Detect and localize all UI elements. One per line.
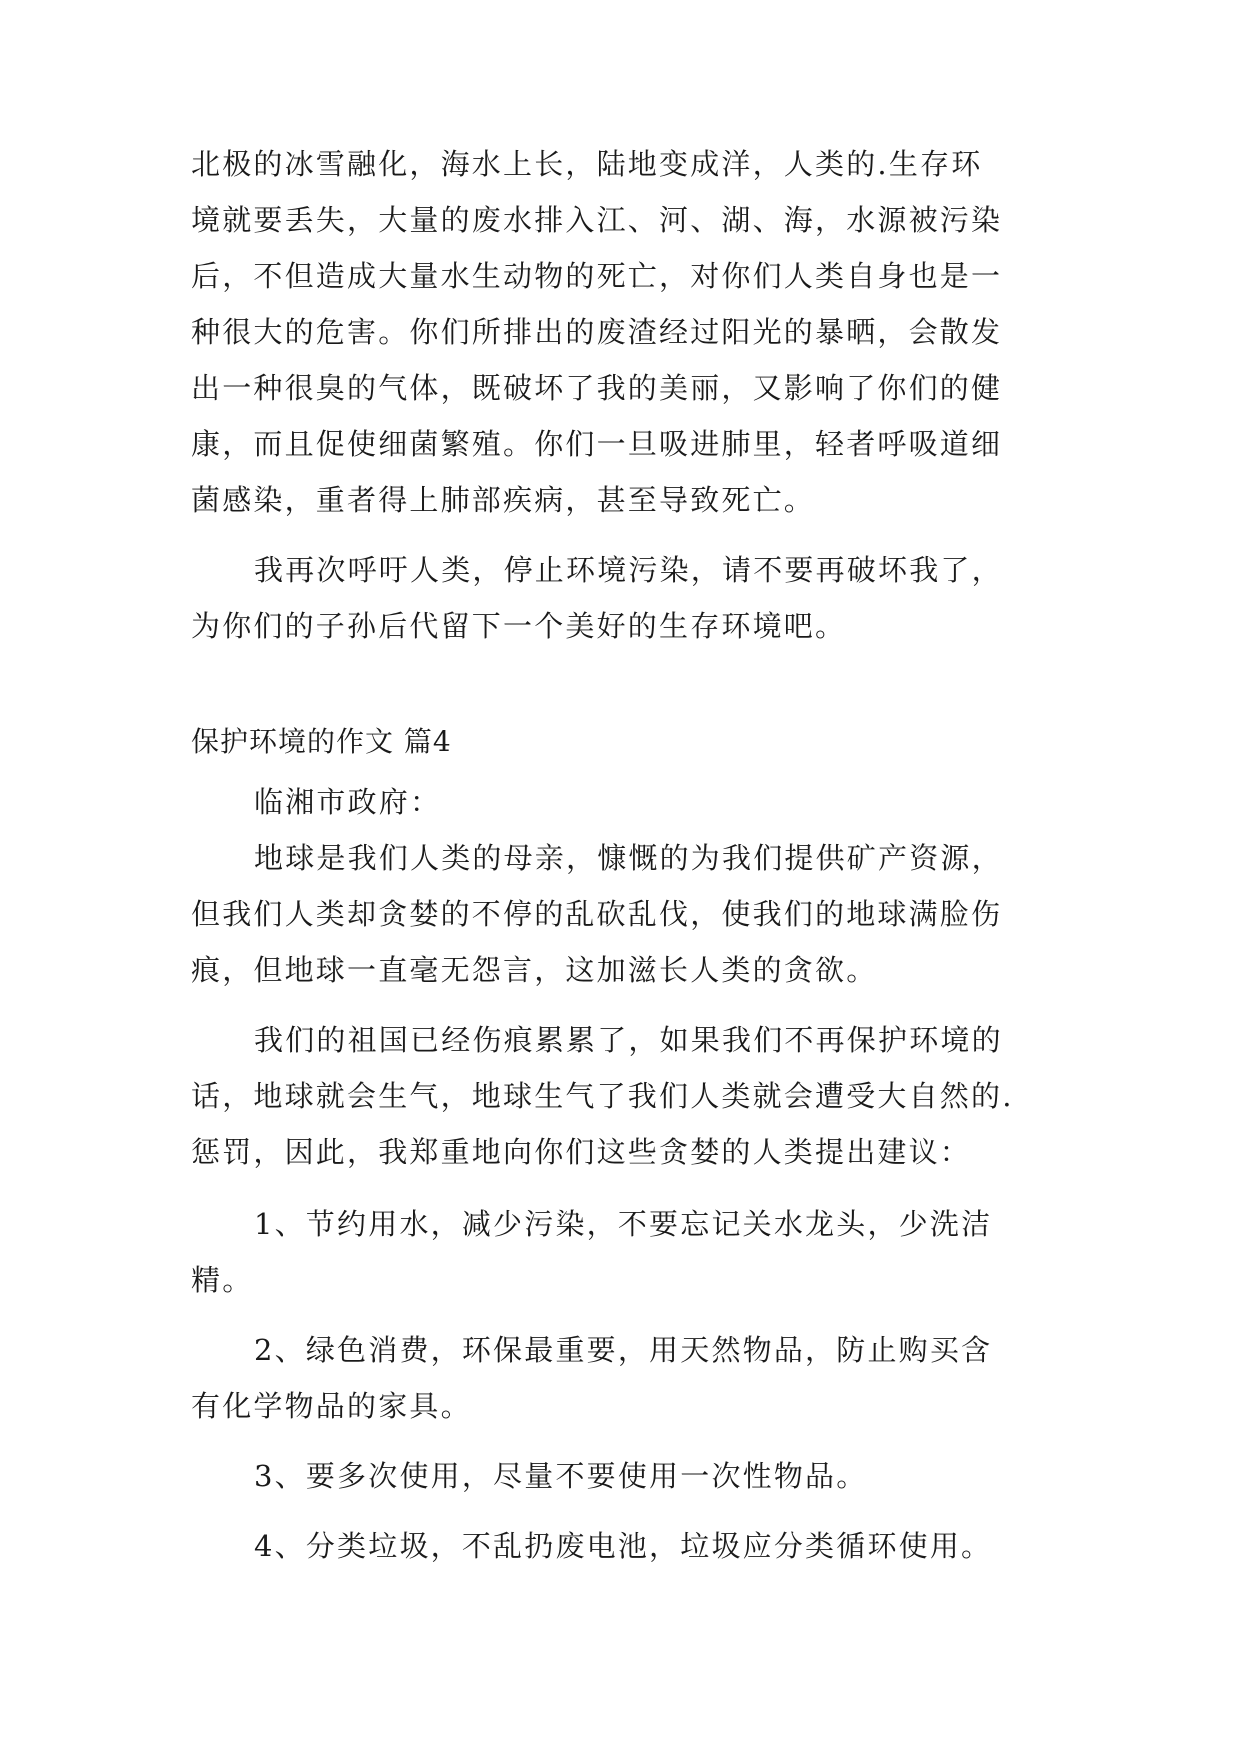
- paragraph-line: 北极的冰雪融化，海水上长，陆地变成洋，人类的.生存环: [191, 147, 983, 181]
- list-item: 3、要多次使用，尽量不要使用一次性物品。: [254, 1459, 868, 1493]
- paragraph-line: 种很大的危害。你们所排出的废渣经过阳光的暴晒，会散发: [191, 315, 1003, 349]
- paragraph-line: 我再次呼吁人类，停止环境污染，请不要再破坏我了，: [254, 553, 1003, 587]
- paragraph-line: 话，地球就会生气，地球生气了我们人类就会遭受大自然的.: [191, 1079, 1014, 1113]
- paragraph-line: 痕，但地球一直毫无怨言，这加滋长人类的贪欲。: [191, 953, 878, 987]
- paragraph-line: 境就要丢失，大量的废水排入江、河、湖、海，水源被污染: [191, 203, 1003, 237]
- section-heading: 保护环境的作文 篇4: [191, 725, 452, 758]
- list-item-continuation: 有化学物品的家具。: [191, 1389, 472, 1423]
- paragraph-line: 地球是我们人类的母亲，慷慨的为我们提供矿产资源，: [254, 841, 1003, 875]
- paragraph-line: 康，而且促使细菌繁殖。你们一旦吸进肺里，轻者呼吸道细: [191, 427, 1003, 461]
- salutation: 临湘市政府：: [254, 785, 442, 819]
- list-item: 4、分类垃圾，不乱扔废电池，垃圾应分类循环使用。: [254, 1529, 993, 1563]
- list-item: 1、节约用水，减少污染，不要忘记关水龙头，少洗洁: [254, 1207, 993, 1241]
- list-item-continuation: 精。: [191, 1263, 254, 1297]
- paragraph-line: 为你们的子孙后代留下一个美好的生存环境吧。: [191, 609, 847, 643]
- paragraph-line: 出一种很臭的气体，既破坏了我的美丽，又影响了你们的健: [191, 371, 1003, 405]
- list-item: 2、绿色消费，环保最重要，用天然物品，防止购买含: [254, 1333, 993, 1367]
- paragraph-line: 但我们人类却贪婪的不停的乱砍乱伐，使我们的地球满脸伤: [191, 897, 1003, 931]
- paragraph-line: 菌感染，重者得上肺部疾病，甚至导致死亡。: [191, 483, 816, 517]
- paragraph-line: 我们的祖国已经伤痕累累了，如果我们不再保护环境的: [254, 1023, 1003, 1057]
- paragraph-line: 后，不但造成大量水生动物的死亡，对你们人类自身也是一: [191, 259, 1003, 293]
- paragraph-line: 惩罚，因此，我郑重地向你们这些贪婪的人类提出建议：: [191, 1135, 972, 1169]
